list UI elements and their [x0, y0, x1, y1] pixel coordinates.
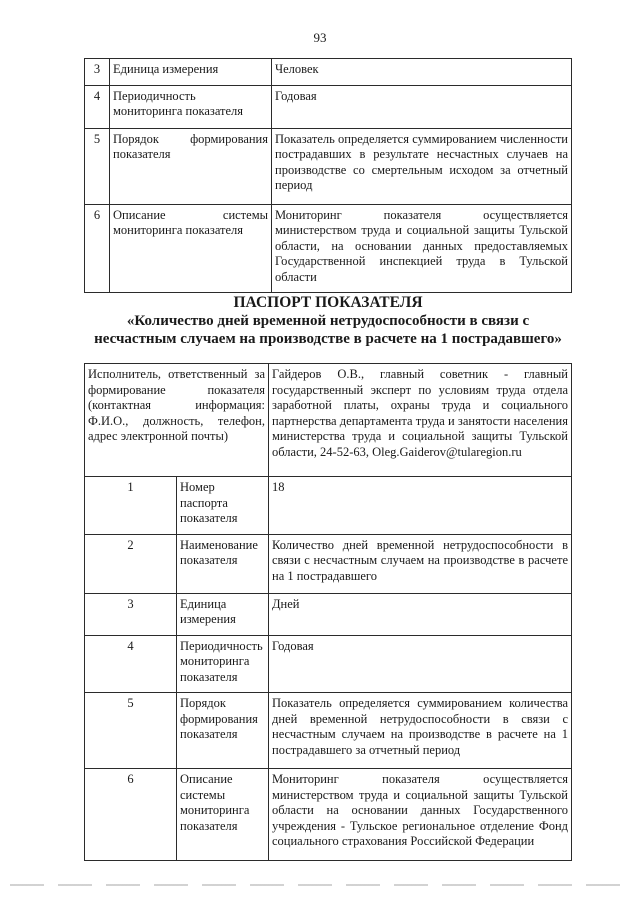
row-number: 4 [85, 85, 110, 128]
row-value: 18 [269, 477, 572, 535]
row-label [110, 128, 272, 204]
row-label: Наименование показателя [177, 534, 269, 593]
row-number: 6 [85, 204, 110, 293]
scan-edge-artifact [10, 884, 630, 886]
row-label-line: Описание системы [113, 207, 268, 222]
row-value: Годовая [272, 85, 572, 128]
table-row-responsible [85, 364, 572, 477]
table-row [85, 204, 572, 293]
table-row [85, 769, 572, 861]
row-value: Показатель определяется суммированием количества дней временной нетрудоспособности в связи с несчастным случаем на производстве в расчете на 1 пострадавшего за отчетный период [269, 693, 572, 769]
row-value: Человек [272, 59, 572, 86]
row-number: 3 [85, 59, 110, 86]
row-value: Количество дней временной нетрудоспособности в связи с несчастным случаем на производстве в расчете на 1 пострадавшего [269, 534, 572, 593]
row-label-line: показателя [180, 511, 238, 525]
row-number: 5 [85, 128, 110, 204]
table-row [85, 534, 572, 593]
row-label [110, 204, 272, 293]
row-label: Единица измерения [177, 593, 269, 635]
page-number: 93 [313, 30, 327, 45]
row-number: 5 [85, 693, 177, 769]
table-row [85, 128, 572, 204]
row-value: Мониторинг показателя осуществляется министерством труда и социальной защиты Тульской области, на основании данных предоставляемых Государственной инспекцией труда в Тульской области [272, 204, 572, 293]
indicator-passport-table [84, 363, 572, 861]
row-label: Периодичность мониторинга показателя [177, 635, 269, 693]
row-label: Периодичность мониторинга показателя [110, 85, 272, 128]
row-value: Дней [269, 593, 572, 635]
table-row [85, 477, 572, 535]
table-row [85, 85, 572, 128]
indicator-table-continued [84, 58, 572, 293]
row-label-line: Порядок формирования [180, 696, 258, 726]
row-label-line: показателя [180, 727, 238, 741]
row-number: 1 [85, 477, 177, 535]
row-label-line: мониторинга показателя [180, 803, 250, 833]
passport-title: ПАСПОРТ ПОКАЗАТЕЛЯ [233, 294, 423, 311]
row-label [177, 769, 269, 861]
row-label [177, 477, 269, 535]
passport-subtitle: «Количество дней временной нетрудоспособности в связи с несчастным случаем на производстве в расчете на 1 пострадавшего» [94, 313, 562, 347]
row-number: 2 [85, 534, 177, 593]
row-label-line: Номер паспорта [180, 480, 228, 510]
responsible-label: Исполнитель, ответственный за формирование показателя (контактная информация: Ф.И.О., должность, телефон, адрес электронной почты) [85, 364, 269, 477]
row-label [177, 693, 269, 769]
row-number: 4 [85, 635, 177, 693]
row-number: 6 [85, 769, 177, 861]
row-label-line: Порядок формирования [113, 131, 268, 146]
row-label-line: мониторинга показателя [113, 223, 244, 237]
table-row [85, 693, 572, 769]
passport-heading [84, 294, 572, 348]
table-row [85, 59, 572, 86]
row-value: Годовая [269, 635, 572, 693]
row-value: Мониторинг показателя осуществляется министерством труда и социальной защиты Тульской области на основании данных Государственного учреждения - Тульское региональное отделение Фонд социального страхования Российской Федерации [269, 769, 572, 861]
row-label: Единица измерения [110, 59, 272, 86]
responsible-value: Гайдеров О.В., главный советник - главный государственный эксперт по условиям труда отдела заработной платы, охраны труда и социального партнерства департамента труда и занятости населения министерства труда и социальной защиты Тульской области, 24-52-63, Oleg.Gaiderov@tularegion.ru [269, 364, 572, 477]
row-label-line: Описание системы [180, 772, 233, 802]
row-value: Показатель определяется суммированием численности пострадавших в результате несчастных случаев на производстве со смертельным исходом за отчетный период [272, 128, 572, 204]
row-number: 3 [85, 593, 177, 635]
row-label-line: показателя [113, 147, 171, 161]
table-row [85, 593, 572, 635]
table-row [85, 635, 572, 693]
